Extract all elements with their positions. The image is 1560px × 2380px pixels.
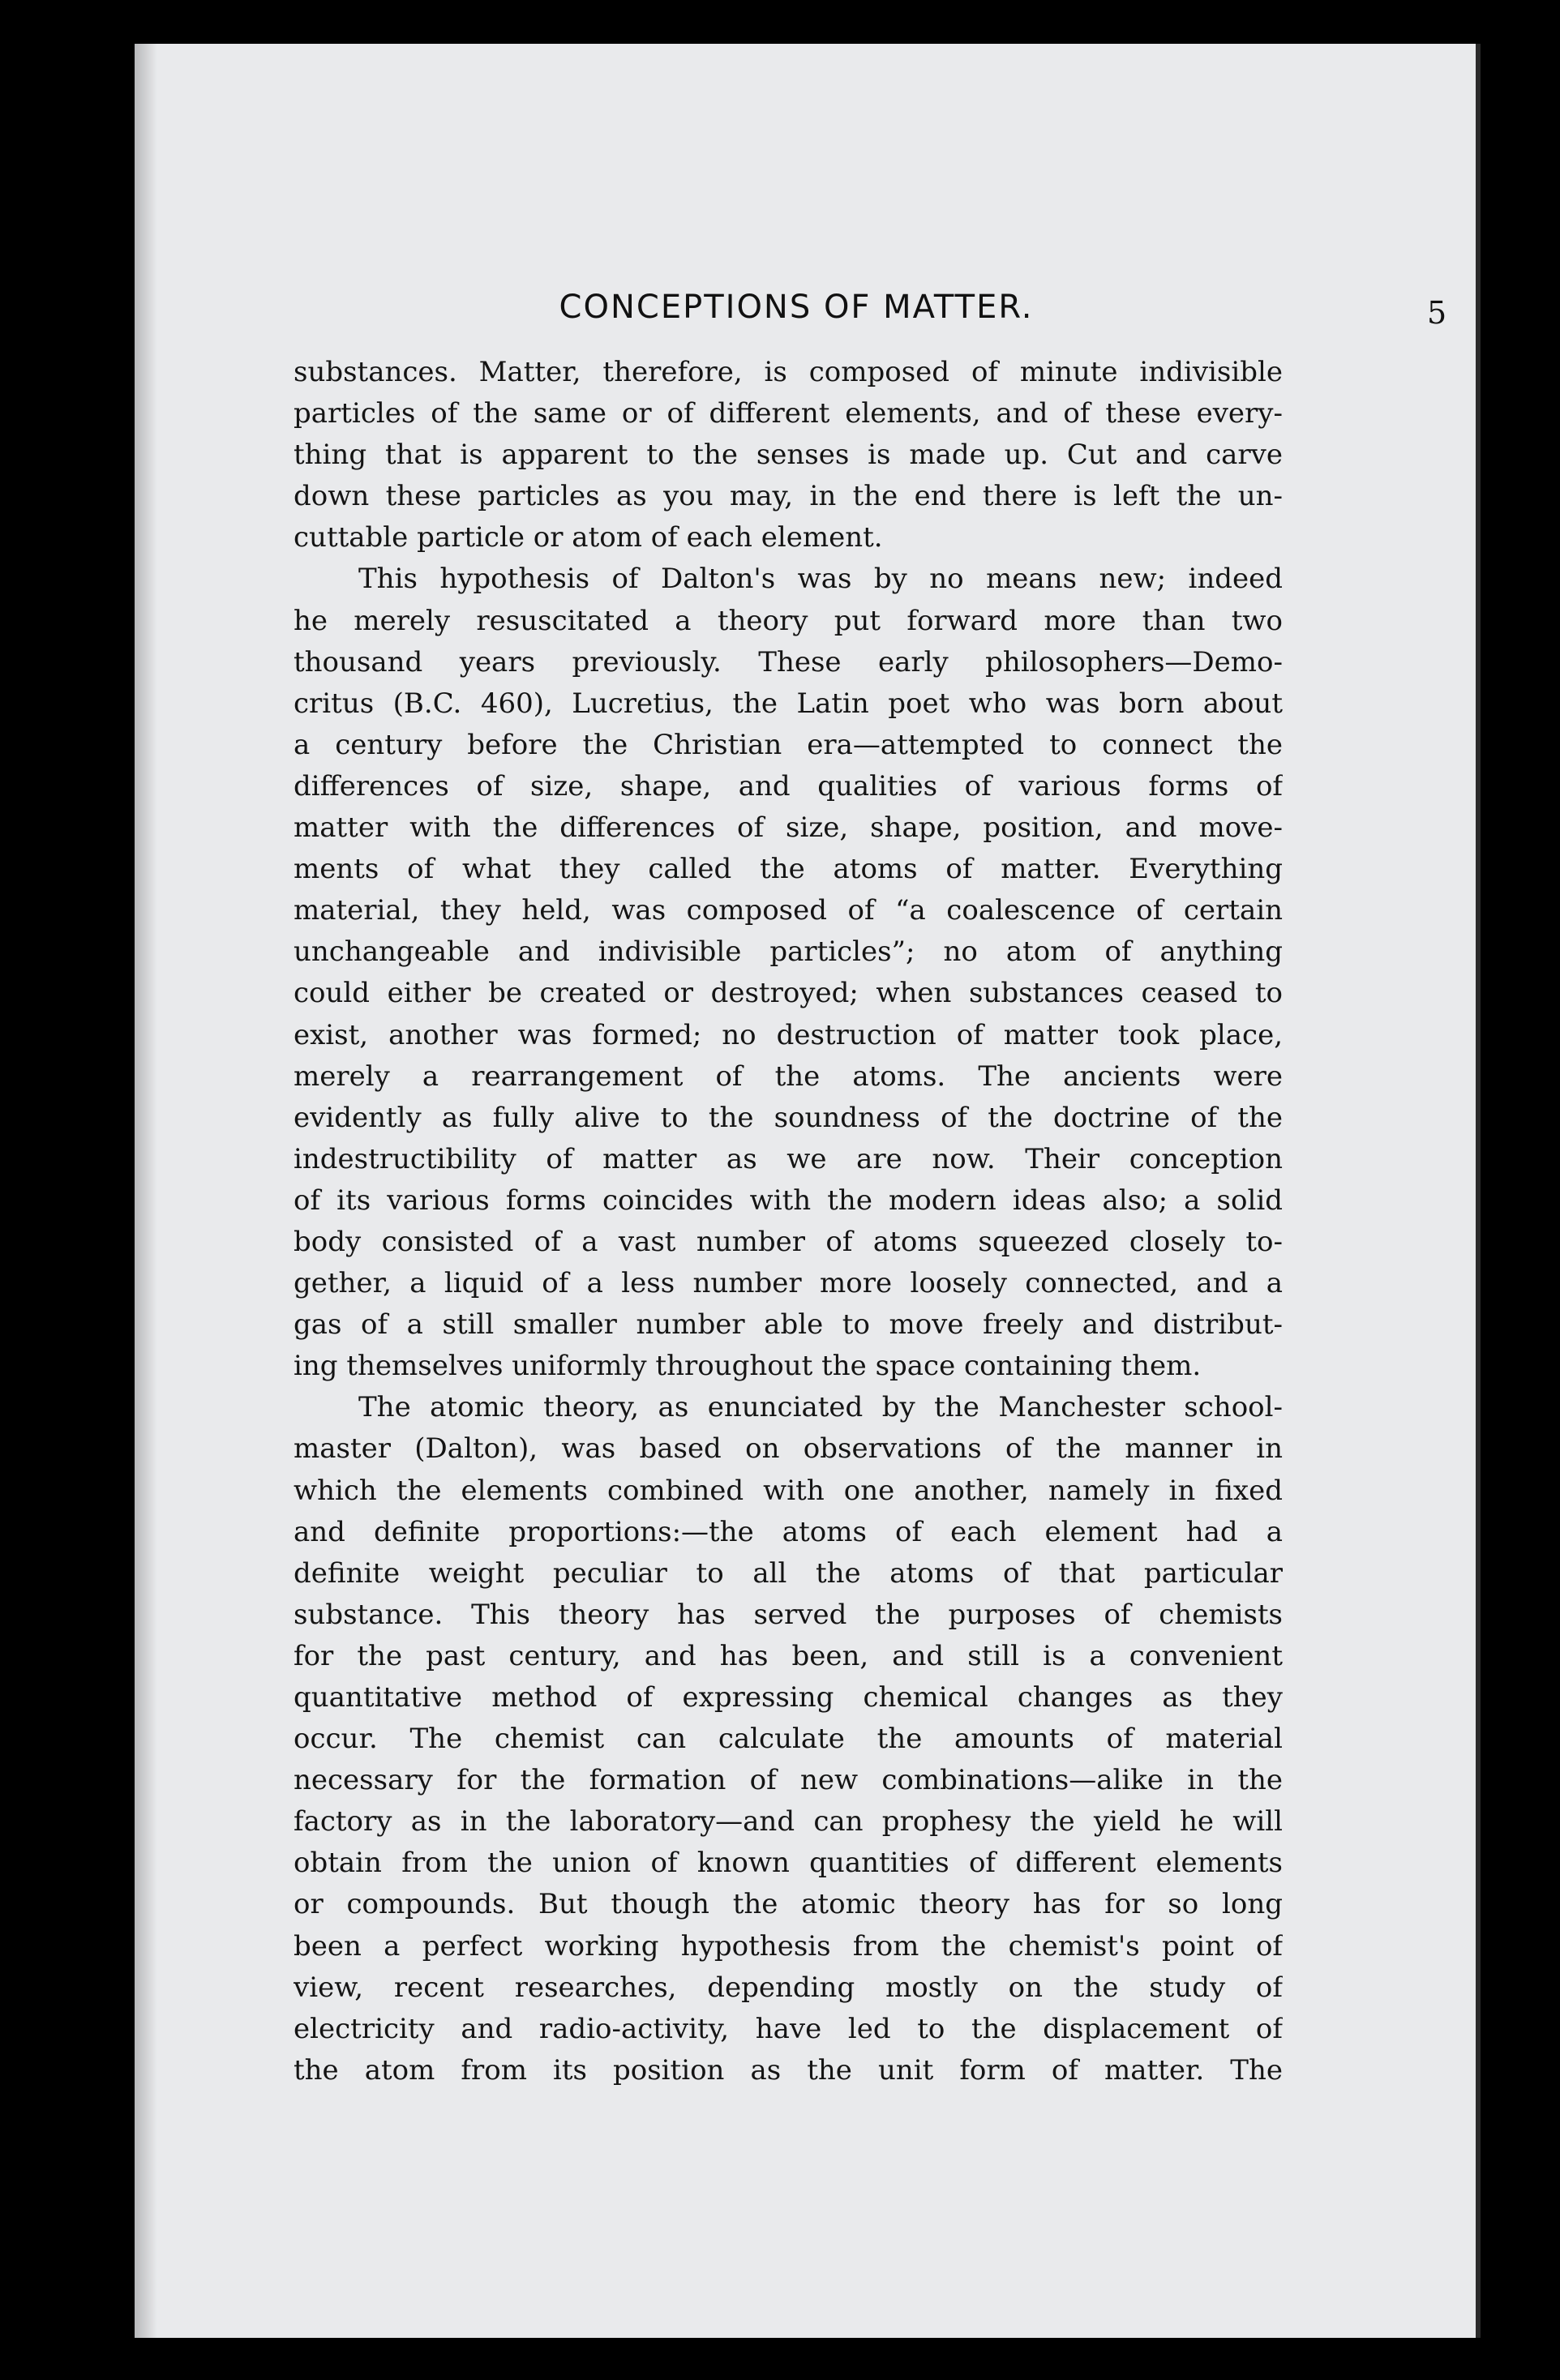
text-line: gether, a liquid of a less number more loosely connected, and a [294,1267,1283,1300]
text-line: and definite proportions:—the atoms of each element had a [294,1515,1283,1548]
text-line: body consisted of a vast number of atoms squeezed closely to- [294,1225,1283,1258]
text-line: which the elements combined with one another, namely in fixed [294,1474,1283,1507]
text-line: substances. Matter, therefore, is composed of minute indivisible [294,356,1283,388]
text-line: thing that is apparent to the senses is made up. Cut and carve [294,439,1283,472]
body-text [294,352,1283,2091]
text-line: ing themselves uniformly throughout the space containing them. [294,1350,1202,1383]
text-line: the atom from its position as the unit form of matter. The [294,2053,1283,2087]
book-page [135,44,1481,2338]
text-line: down these particles as you may, in the end there is left the un- [294,480,1283,513]
text-line: quantitative method of expressing chemical changes as they [294,1681,1283,1714]
text-line: he merely resuscitated a theory put forward more than two [294,604,1283,637]
text-line: a century before the Christian era—attempted to connect the [294,728,1283,761]
text-line: ments of what they called the atoms of matter. Everything [294,853,1283,886]
text-line: obtain from the union of known quantities of different elements [294,1847,1283,1880]
text-line: indestructibility of matter as we are now. Their conception [294,1142,1283,1175]
text-line: or compounds. But though the atomic theory has for so long [294,1888,1283,1921]
text-line: definite weight peculiar to all the atoms of that particular [294,1556,1283,1590]
text-line: occur. The chemist can calculate the amounts of material [294,1723,1283,1756]
text-line: of its various forms coincides with the modern ideas also; a solid [294,1184,1283,1217]
text-line: differences of size, shape, and qualities of various forms of [294,769,1283,803]
page-number: 5 [1427,295,1447,331]
page-edge-shadow [135,44,157,2338]
text-line: gas of a still smaller number able to move freely and distribut- [294,1308,1283,1342]
text-line: exist, another was formed; no destruction of matter took place, [294,1018,1283,1051]
text-line: evidently as fully alive to the soundness of the doctrine of the [294,1101,1283,1134]
text-line: thousand years previously. These early philosophers—Demo- [294,645,1283,678]
text-line: electricity and radio-activity, have led to the displacement of [294,2012,1283,2045]
text-line: necessary for the formation of new combinations—alike in the [294,1764,1283,1797]
text-line: substance. This theory has served the purposes of chemists [294,1598,1283,1631]
text-line: been a perfect working hypothesis from the chemist's point of [294,1929,1283,1963]
text-line: matter with the differences of size, shape, position, and move- [294,811,1283,845]
text-line: for the past century, and has been, and still is a convenient [294,1639,1283,1672]
page-header [294,289,1447,337]
text-line: critus (B.C. 460), Lucretius, the Latin poet who was born about [294,687,1283,720]
text-line: This hypothesis of Dalton's was by no means new; indeed [358,563,1283,596]
text-line: merely a rearrangement of the atoms. The ancients were [294,1059,1283,1093]
text-line: material, they held, was composed of “a coalescence of certain [294,894,1283,927]
text-line: master (Dalton), was based on observations of the manner in [294,1432,1283,1466]
text-line: could either be created or destroyed; when substances ceased to [294,977,1283,1010]
text-line: cuttable particle or atom of each element. [294,521,883,554]
text-line: The atomic theory, as enunciated by the Manchester school- [358,1391,1283,1424]
text-line: factory as in the laboratory—and can prophesy the yield he will [294,1805,1283,1839]
running-head: CONCEPTIONS OF MATTER. [559,289,1034,326]
text-line: unchangeable and indivisible particles”; no atom of anything [294,935,1283,969]
text-line: view, recent researches, depending mostly on the study of [294,1971,1283,2004]
page-right-border [1476,44,1481,2338]
text-line: particles of the same or of different elements, and of these every- [294,397,1283,430]
